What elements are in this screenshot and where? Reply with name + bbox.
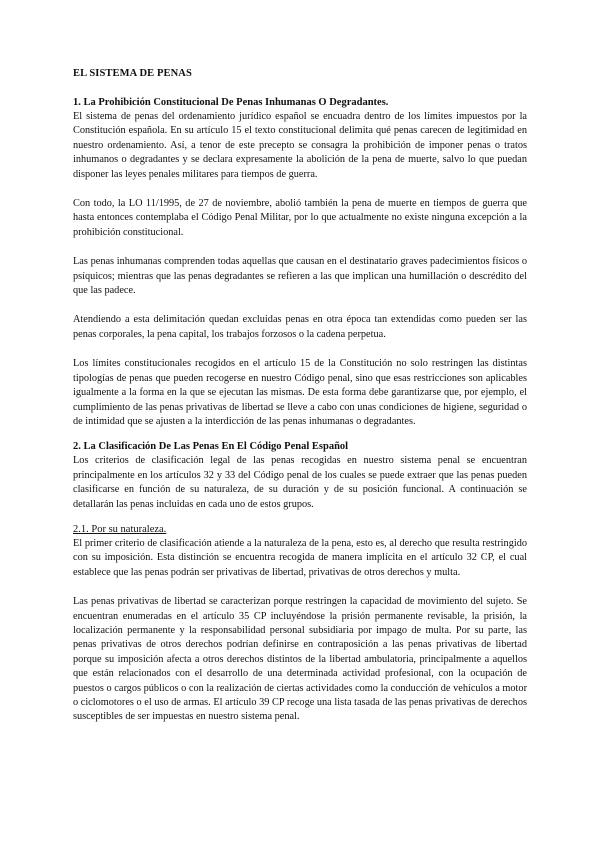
document-title: EL SISTEMA DE PENAS	[73, 68, 192, 79]
subsection-2-1-heading: 2.1. Por su naturaleza.	[73, 523, 167, 535]
paragraph: Las penas privativas de libertad se caracterizan porque restringen la capacidad de movimiento del sujeto. Se encuentran enumeradas en el artículo 35 CP incluyéndose la prisión permanente revisable, la prisión, la localización permanente y la responsabilidad personal subsidiaria por impago de multa. Por su parte, las penas privativas de otros derechos podrían definirse en contraposición a las penas privativas de libertad porque su imposición afecta a otros derechos distintos de la libertad ambulatoria, principalmente a aquellos que están relacionados con el desarrollo de una determinada actividad profesional, con la ocupación de puestos o cargos públicos o con la realización de ciertas actividades como la conducción de vehículos a motor o ciclomotores o el uso de armas. El artículo 39 CP recoge una lista tasada de las penas privativas de derechos susceptibles de ser impuestas en nuestro sistema penal.	[73, 596, 527, 723]
section-2-heading: 2. La Clasificación De Las Penas En El Código Penal Español	[73, 441, 349, 453]
paragraph: Atendiendo a esta delimitación quedan excluidas penas en otra época tan extendidas como pueden ser las penas corporales, la pena capital, los trabajos forzosos o la cadena perpetua.	[73, 314, 527, 340]
section-1-heading: 1. La Prohibición Constitucional De Penas Inhumanas O Degradantes.	[73, 97, 389, 108]
paragraph: El sistema de penas del ordenamiento jurídico español se encuadra dentro de los límites impuestos por la Constitución española. En su artículo 15 el texto constitucional delimita qué penas carecen de legitimidad en nuestro ordenamiento. Así, a tenor de este precepto se consagra la prohibición de imponer penas o tratos inhumanos o degradantes y se declara expresamente la abolición de la pena de muerte, salvo lo que puedan disponer las leyes penales militares para tiempos de guerra.	[73, 111, 527, 180]
paragraph: El primer criterio de clasificación atiende a la naturaleza de la pena, esto es, al derecho que resulta restringido con su imposición. Esta distinción se encuentra recogida de manera implícita en el artículo 32 CP, el cual establece que las penas podrán ser privativas de libertad, privativas de otros derechos y multa.	[73, 537, 527, 578]
paragraph: Los límites constitucionales recogidos en el artículo 15 de la Constitución no solo restringen las distintas tipologías de penas que pueden recogerse en nuestro Código penal, sino que esas restricciones son aplicables igualmente a la forma en la que se ejecutan las mismas. De esta forma debe garantizarse que, por ejemplo, el cumplimiento de las penas privativas de libertad se lleve a cabo con unas condiciones de higiene, seguridad o de intimidad que se ajusten a la interdicción de las penas inhumanas o degradantes.	[73, 358, 527, 427]
paragraph: Los criterios de clasificación legal de las penas recogidas en nuestro sistema penal se encuentran principalmente en los artículos 32 y 33 del Código penal de los cuales se puede extraer que las penas pueden clasificarse en función de su naturaleza, de su duración y de su posición funcional. A continuación se detallarán las penas incluidas en cada uno de estos grupos.	[73, 455, 527, 510]
paragraph: Con todo, la LO 11/1995, de 27 de noviembre, abolió también la pena de muerte en tiempos de guerra que hasta entonces contemplaba el Código Penal Militar, por lo que actualmente no existe ninguna excepción a la prohibición constitucional.	[73, 198, 527, 238]
paragraph: Las penas inhumanas comprenden todas aquellas que causan en el destinatario graves padecimientos físicos o psíquicos; mientras que las penas degradantes se refieren a las que implican una humillación o descrédito del que las padece.	[73, 256, 527, 297]
